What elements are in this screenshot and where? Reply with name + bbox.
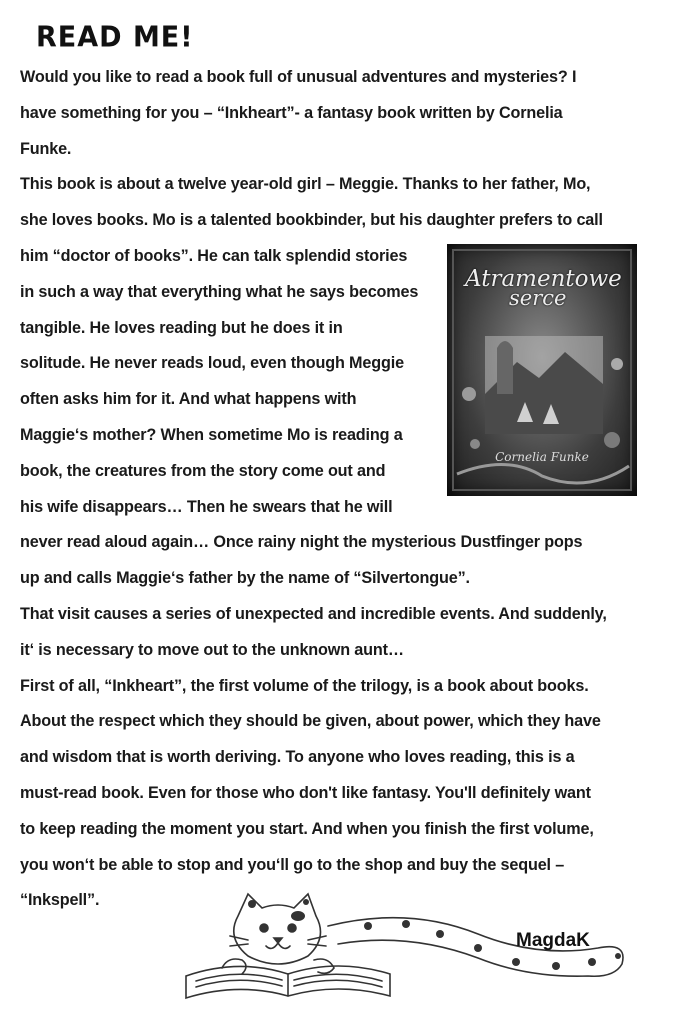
text-line: book, the creatures from the story come out and <box>20 461 386 480</box>
text-line: in such a way that everything what he says becomes <box>20 282 419 301</box>
book-cover-image <box>447 244 637 496</box>
text-line: you won‘t be able to stop and you‘ll go to the shop and buy the sequel – <box>20 855 565 874</box>
text-line: That visit causes a series of unexpected and incredible events. And suddenly, <box>20 604 607 623</box>
text-line: his wife disappears… Then he swears that he will <box>20 497 393 516</box>
text-line: have something for you – “Inkheart”- a fantasy book written by Cornelia <box>20 103 563 122</box>
text-line: First of all, “Inkheart”, the first volume of the trilogy, is a book about books. <box>20 676 589 695</box>
cover-title-line1: Atramentowe <box>465 266 622 292</box>
text-line: it‘ is necessary to move out to the unknown aunt… <box>20 640 404 659</box>
text-line: and wisdom that is worth deriving. To anyone who loves reading, this is a <box>20 748 575 767</box>
cover-title <box>465 266 625 310</box>
text-line: Maggie‘s mother? When sometime Mo is reading a <box>20 425 403 444</box>
text-line: Would you like to read a book full of unusual adventures and mysteries? I <box>20 68 577 86</box>
text-line: This book is about a twelve year-old girl – Meggie. Thanks to her father, Mo, <box>20 175 591 194</box>
text-line: must-read book. Even for those who don't like fantasy. You'll definitely want <box>20 783 591 802</box>
author-signature: MagdaK <box>516 930 590 951</box>
text-line: up and calls Maggie‘s father by the name of “Silvertongue”. <box>20 569 470 588</box>
text-line: she loves books. Mo is a talented bookbinder, but his daughter prefers to call <box>20 211 603 230</box>
text-line: solitude. He never reads loud, even though Meggie <box>20 354 404 373</box>
text-line: About the respect which they should be given, about power, which they have <box>20 712 601 731</box>
cover-author: Cornelia Funke <box>495 450 589 464</box>
text-line: never read aloud again… Once rainy night the mysterious Dustfinger pops <box>20 533 583 552</box>
text-line: Funke. <box>20 139 72 158</box>
text-line: often asks him for it. And what happens with <box>20 390 357 409</box>
text-line: tangible. He loves reading but he does it in <box>20 318 343 337</box>
text-line: to keep reading the moment you start. And when you finish the first volume, <box>20 819 594 838</box>
text-line: “Inkspell”. <box>20 891 100 910</box>
cover-title-line2: serce <box>509 286 567 310</box>
text-line: him “doctor of books”. He can talk splendid stories <box>20 246 408 265</box>
page-title: READ ME! <box>36 21 194 54</box>
